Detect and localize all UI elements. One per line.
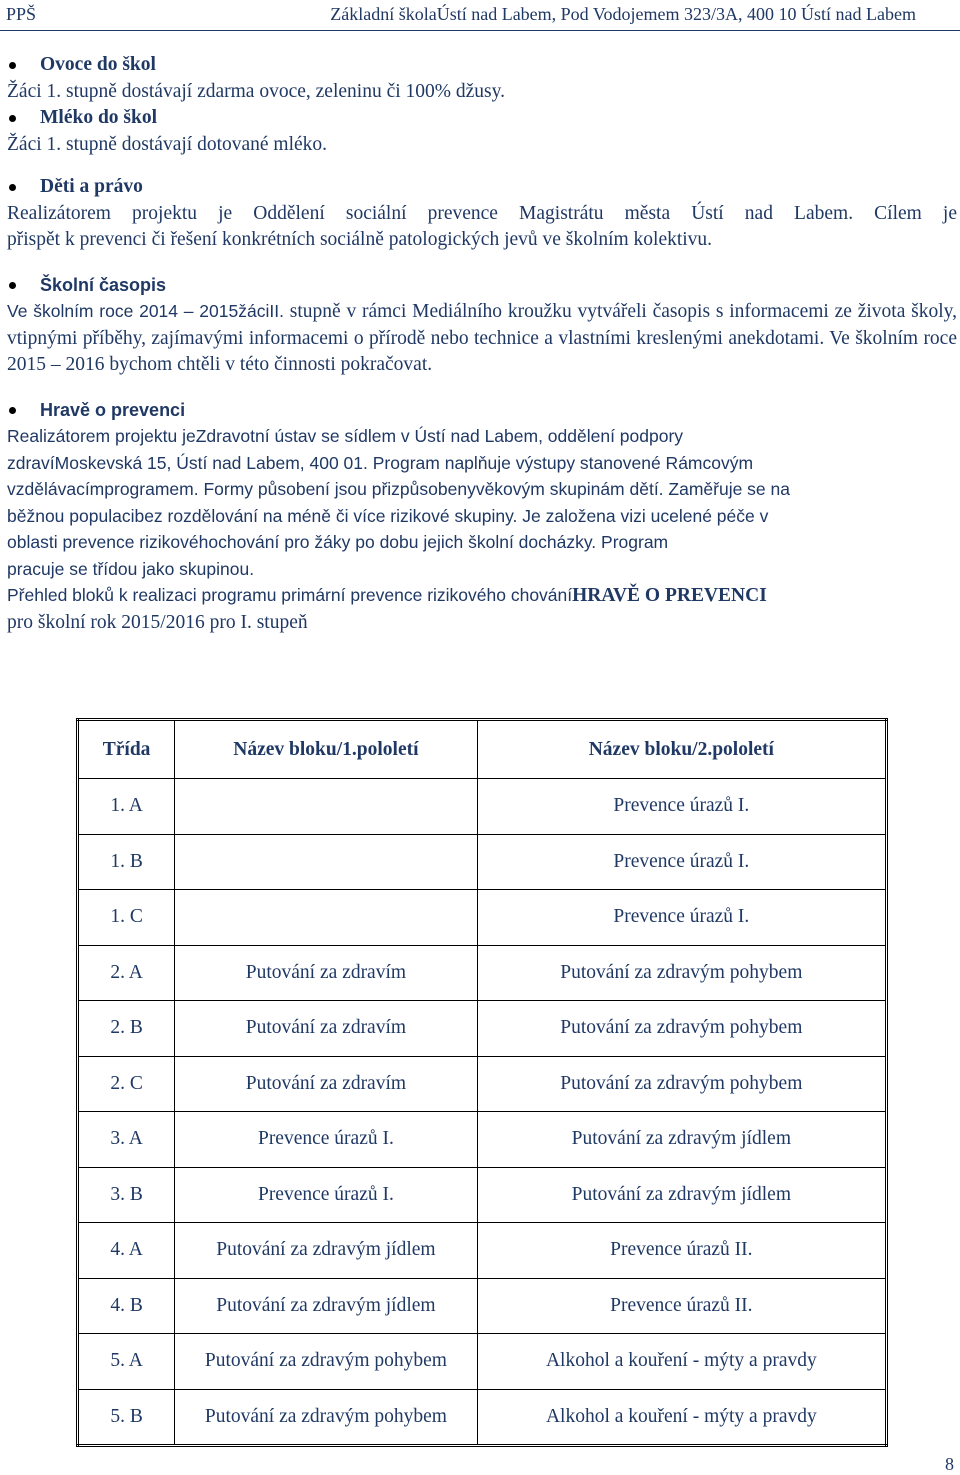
cell-class: 3. B	[78, 1167, 175, 1223]
cell-second: Prevence úrazů I.	[477, 890, 886, 946]
header-divider	[0, 30, 960, 31]
bullet-icon	[9, 184, 16, 191]
cell-class: 2. B	[78, 1001, 175, 1057]
cell-second: Prevence úrazů II.	[477, 1223, 886, 1279]
table-row	[78, 1056, 887, 1112]
cell-first: Putování za zdravím	[175, 945, 478, 1001]
section-title-casopis: Školní časopis	[7, 272, 957, 299]
section-text-ovoce: Žáci 1. stupně dostávají zdarma ovoce, zeleninu či 100% džusy.	[7, 80, 505, 102]
hrave-overview: Přehled bloků k realizaci programu primární prevence rizikového chováníHRAVĚ O PREVENCI	[7, 585, 767, 606]
program-name: HRAVĚ O PREVENCI	[572, 585, 767, 606]
table-row	[78, 1167, 887, 1223]
casopis-rest: s informacemi ze života školy, vtipnými příběhy, zajímavými informacemi o přírodě nebo technice a vlastními kreslenými anekdotami. Ve školním roce 2015 – 2016 bychom chtěli v této činnosti pokračovat.	[7, 301, 958, 375]
cell-first: Putování za zdravým jídlem	[175, 1278, 478, 1334]
section-text-deti-line2: přispět k prevenci či řešení konkrétních sociálně patologických jevů ve školním kolektivu.	[7, 229, 713, 250]
cell-class: 1. C	[78, 890, 175, 946]
header-first-semester: Název bloku/1.pololetí	[175, 720, 478, 779]
table-row	[78, 1278, 887, 1334]
cell-second: Prevence úrazů I.	[477, 779, 886, 835]
header-second-semester: Název bloku/2.pololetí	[477, 720, 886, 779]
cell-first: Prevence úrazů I.	[175, 1167, 478, 1223]
page-header	[0, 2, 960, 28]
cell-second: Prevence úrazů II.	[477, 1278, 886, 1334]
table-row	[78, 890, 887, 946]
cell-class: 3. A	[78, 1112, 175, 1168]
bullet-icon	[9, 115, 16, 122]
cell-second: Putování za zdravým jídlem	[477, 1112, 886, 1168]
header-left-label: PPŠ	[6, 4, 37, 24]
table-row	[78, 1223, 887, 1279]
cell-first	[175, 890, 478, 946]
cell-second: Putování za zdravým jídlem	[477, 1167, 886, 1223]
header-class: Třída	[78, 720, 175, 779]
section-text-deti-line1: Realizátorem projektu je Oddělení sociální prevence Magistrátu města Ústí nad Labem. Cílem je	[7, 202, 957, 224]
cell-first	[175, 834, 478, 890]
cell-first: Putování za zdravým pohybem	[175, 1389, 478, 1446]
hrave-line-3: vzdělávacímprogramem. Formy působení jsou přizpůsobenyvěkovým skupinám dětí. Zaměřuje se na	[7, 479, 790, 499]
cell-second: Putování za zdravým pohybem	[477, 1056, 886, 1112]
document-body	[7, 52, 957, 636]
table-row	[78, 1001, 887, 1057]
table-row	[78, 945, 887, 1001]
cell-class: 5. A	[78, 1334, 175, 1390]
cell-class: 2. C	[78, 1056, 175, 1112]
cell-second: Putování za zdravým pohybem	[477, 945, 886, 1001]
bullet-icon	[9, 282, 16, 289]
table-row	[78, 1334, 887, 1390]
cell-first: Putování za zdravým pohybem	[175, 1334, 478, 1390]
table-header-row	[78, 720, 887, 779]
hrave-line-4: běžnou populacibez rozdělování na méně či více rizikové skupiny. Je založena vizi ucelené péče v	[7, 505, 769, 526]
cell-second: Prevence úrazů I.	[477, 834, 886, 890]
hrave-overview-year: pro školní rok 2015/2016 pro I. stupeň	[7, 611, 308, 633]
cell-first: Putování za zdravím	[175, 1001, 478, 1057]
section-title-mleko: Mléko do škol	[7, 105, 957, 132]
cell-class: 5. B	[78, 1389, 175, 1446]
cell-class: 4. B	[78, 1278, 175, 1334]
table-row	[78, 1112, 887, 1168]
cell-class: 1. A	[78, 779, 175, 835]
section-title-ovoce: Ovoce do škol	[7, 52, 957, 79]
hrave-line-2: zdravíMoskevská 15, Ústí nad Labem, 400 01. Program naplňuje výstupy stanovené Rámcovým	[7, 452, 754, 473]
cell-second: Alkohol a kouření - mýty a pravdy	[477, 1389, 886, 1446]
section-title-deti: Děti a právo	[7, 174, 957, 201]
table-row	[78, 834, 887, 890]
section-title-hrave: Hravě o prevenci	[7, 397, 957, 424]
bullet-icon	[9, 62, 16, 69]
cell-first	[175, 779, 478, 835]
cell-first: Putování za zdravím	[175, 1056, 478, 1112]
section-text-casopis	[7, 298, 957, 379]
cell-class: 2. A	[78, 945, 175, 1001]
table-row	[78, 1389, 887, 1446]
hrave-line-5: oblasti prevence rizikovéhochování pro žáky po dobu jejich školní docházky. Program	[7, 532, 669, 552]
page-number: 8	[945, 1454, 954, 1474]
header-school-address: Základní školaÚstí nad Labem, Pod Vodojemem 323/3A, 400 10 Ústí nad Labem	[330, 4, 916, 24]
casopis-line1-end: stupně v rámci Mediálního kroužku vytvářeli časopis	[289, 301, 711, 322]
cell-first: Prevence úrazů I.	[175, 1112, 478, 1168]
section-text-mleko: Žáci 1. stupně dostávají dotované mléko.	[7, 133, 328, 155]
casopis-line1-start: Ve školním roce 2014 – 2015žáciII.	[7, 301, 284, 321]
table-row	[78, 779, 887, 835]
cell-class: 4. A	[78, 1223, 175, 1279]
bullet-icon	[9, 407, 16, 414]
hrave-line-1: Realizátorem projektu jeZdravotní ústav se sídlem v Ústí nad Labem, oddělení podpory	[7, 426, 684, 446]
cell-class: 1. B	[78, 834, 175, 890]
cell-second: Putování za zdravým pohybem	[477, 1001, 886, 1057]
cell-second: Alkohol a kouření - mýty a pravdy	[477, 1334, 886, 1390]
cell-first: Putování za zdravým jídlem	[175, 1223, 478, 1279]
hrave-line-6: pracuje se třídou jako skupinou.	[7, 558, 255, 579]
blocks-table	[76, 718, 888, 1447]
